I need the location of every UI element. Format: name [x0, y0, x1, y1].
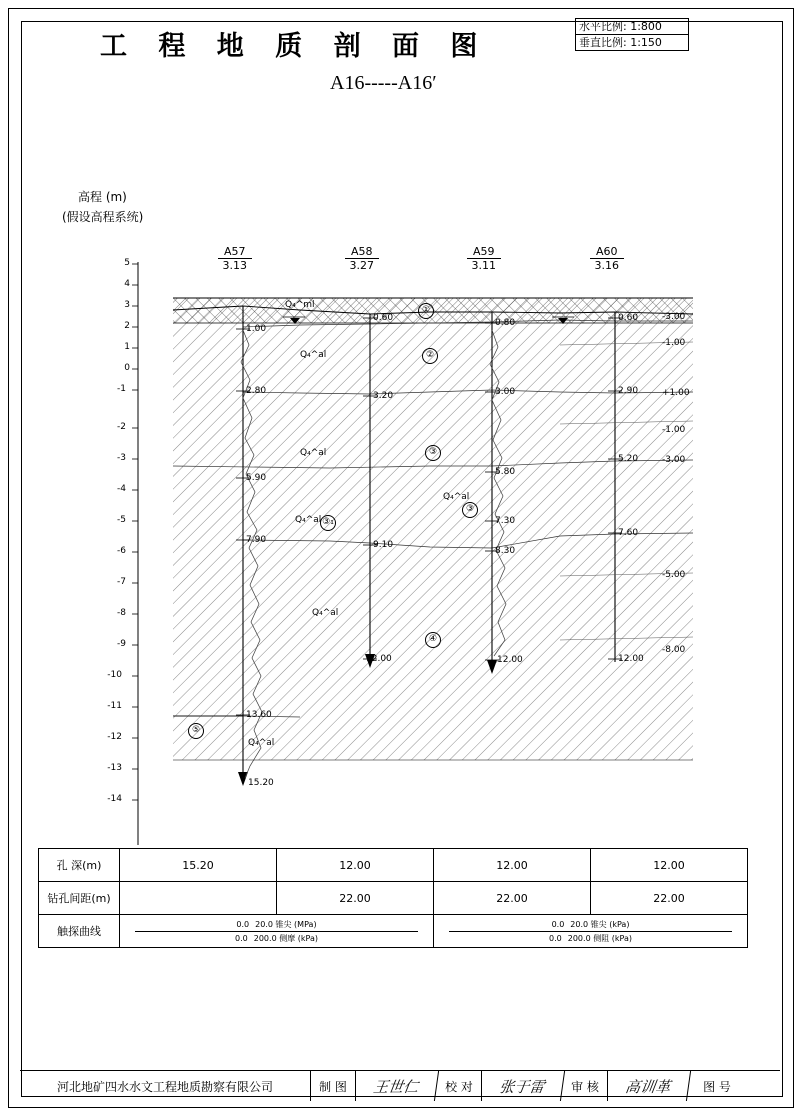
ytick: -4: [117, 484, 126, 494]
depth-mark: 5.90: [246, 473, 267, 483]
curve-left-0: 0.0: [236, 919, 250, 929]
page-title: 工 程 地 质 剖 面 图: [100, 31, 489, 62]
axis-label-elevation: 高程 (m): [78, 190, 127, 204]
curve-right-2: 20.0 锥尖 (kPa): [570, 919, 630, 929]
layer-number: ④: [425, 632, 441, 648]
ytick: 4: [124, 279, 130, 289]
depth-mark: 7.90: [246, 535, 267, 545]
ytick: -8: [117, 608, 126, 618]
layer-number: ③₁: [320, 515, 336, 531]
hole-header-a59: [467, 245, 501, 272]
hole-elevation: 3.13: [222, 259, 248, 272]
depth-mark: 12.00: [618, 654, 644, 664]
hole-name: A60: [590, 245, 624, 259]
cell-depth-a59: 12.00: [434, 849, 591, 882]
curve-left-3: 0.0: [549, 933, 562, 943]
table-row: [39, 882, 748, 915]
hole-header-a60: [590, 245, 624, 272]
axis-label-datum: (假设高程系统): [62, 210, 144, 224]
layer-code: Q₄^al: [443, 492, 470, 502]
depth-mark: 1.00: [246, 324, 267, 334]
scale-vertical: 垂直比例: 1:150: [579, 36, 662, 49]
layer-code: Q₄^al: [300, 350, 327, 360]
right-elevation: +1.00: [662, 388, 690, 398]
curve-right-3: 200.0 侧阻 (kPa): [567, 933, 632, 943]
ytick: -10: [107, 670, 122, 680]
depth-mark: 2.90: [618, 386, 639, 396]
label-checker: 校 对: [437, 1071, 482, 1101]
hole-header-a58: [345, 245, 379, 272]
ytick: 5: [124, 258, 130, 268]
ytick: -2: [117, 422, 126, 432]
ytick: -9: [117, 639, 126, 649]
summary-table: [38, 848, 748, 948]
cell-spacing-1: 22.00: [277, 882, 434, 915]
ytick: -14: [107, 794, 122, 804]
hole-elevation: 3.16: [594, 259, 620, 272]
right-elevation: -1.00: [662, 425, 686, 435]
layer-code: Q₄^al: [300, 448, 327, 458]
signature-approver: 高训革: [606, 1071, 691, 1101]
row-label-spacing: 钻孔间距(m): [39, 882, 120, 915]
scale-horizontal: 水平比例: 1:800: [576, 19, 688, 35]
ytick: -13: [107, 763, 122, 773]
hole-elevation: 3.11: [471, 259, 497, 272]
curve-legend-left: [120, 915, 434, 948]
curve-right-0: 20.0 锥尖 (MPa): [255, 919, 317, 929]
hole-name: A58: [345, 245, 379, 259]
cell-spacing-2: 22.00: [434, 882, 591, 915]
depth-mark: 3.20: [373, 391, 394, 401]
cell-spacing-0: [120, 882, 277, 915]
layer-number: ⑤: [188, 723, 204, 739]
right-elevation: -5.00: [662, 570, 686, 580]
ytick: 0: [124, 363, 130, 373]
table-row: [39, 915, 748, 948]
label-drawing-number: 图 号: [703, 1079, 731, 1094]
depth-mark: 12.00: [366, 654, 392, 664]
layer-number: ③: [462, 502, 478, 518]
ytick: -1: [117, 384, 126, 394]
depth-mark: 5.20: [618, 454, 639, 464]
table-row: [39, 849, 748, 882]
ytick: -3: [117, 453, 126, 463]
hole-header-a57: [218, 245, 252, 272]
layer-number: ②: [422, 348, 438, 364]
hole-elevation: 3.27: [349, 259, 375, 272]
depth-mark: 15.20: [248, 778, 274, 788]
depth-mark: 0.60: [618, 313, 639, 323]
cell-depth-a58: 12.00: [277, 849, 434, 882]
depth-mark: 0.60: [373, 313, 394, 323]
curve-legend-right: [434, 915, 748, 948]
depth-mark: 2.80: [246, 386, 267, 396]
depth-mark: 3.00: [495, 387, 516, 397]
label-draftsman: 制 图: [311, 1071, 356, 1101]
right-elevation: -3.00: [662, 455, 686, 465]
depth-mark: 7.30: [495, 516, 516, 526]
depth-mark: 5.80: [495, 467, 516, 477]
depth-mark: 13.60: [246, 710, 272, 720]
hole-name: A57: [218, 245, 252, 259]
depth-mark: 7.60: [618, 528, 639, 538]
layer-code: Q₄^ml: [285, 300, 315, 310]
right-elevation: -1.00: [662, 338, 686, 348]
depth-mark: 0.80: [495, 318, 516, 328]
row-label-curve: 触探曲线: [39, 915, 120, 948]
cell-depth-a60: 12.00: [591, 849, 748, 882]
title-block: [20, 1070, 780, 1101]
hole-name: A59: [467, 245, 501, 259]
layer-code: Q₄^al: [295, 515, 322, 525]
curve-right-1: 200.0 侧摩 (kPa): [253, 933, 318, 943]
layer-code: Q₄^al: [248, 738, 275, 748]
ytick: -12: [107, 732, 122, 742]
ytick: -6: [117, 546, 126, 556]
signature-checker: 张于雷: [480, 1071, 565, 1101]
depth-mark: 12.00: [497, 655, 523, 665]
label-approver: 审 核: [563, 1071, 608, 1101]
signature-draftsman: 王世仁: [354, 1071, 439, 1101]
layer-number: ③: [425, 445, 441, 461]
ytick: 1: [124, 342, 130, 352]
ytick: 2: [124, 321, 130, 331]
ytick: -5: [117, 515, 126, 525]
ytick: -7: [117, 577, 126, 587]
curve-left-2: 0.0: [551, 919, 565, 929]
row-label-depth: 孔 深(m): [39, 849, 120, 882]
depth-mark: 9.10: [373, 540, 394, 550]
cell-spacing-3: 22.00: [591, 882, 748, 915]
ytick: -11: [107, 701, 122, 711]
layer-code: Q₄^al: [312, 608, 339, 618]
right-elevation: -8.00: [662, 645, 686, 655]
ytick: 3: [124, 300, 130, 310]
curve-left-1: 0.0: [235, 933, 248, 943]
cell-depth-a57: 15.20: [120, 849, 277, 882]
right-elevation: -3.00: [662, 312, 686, 322]
page-subtitle: A16-----A16′: [330, 72, 437, 94]
company-name: 河北地矿四水水文工程地质勘察有限公司: [20, 1071, 311, 1101]
layer-number: ①: [418, 303, 434, 319]
depth-mark: 8.30: [495, 546, 516, 556]
